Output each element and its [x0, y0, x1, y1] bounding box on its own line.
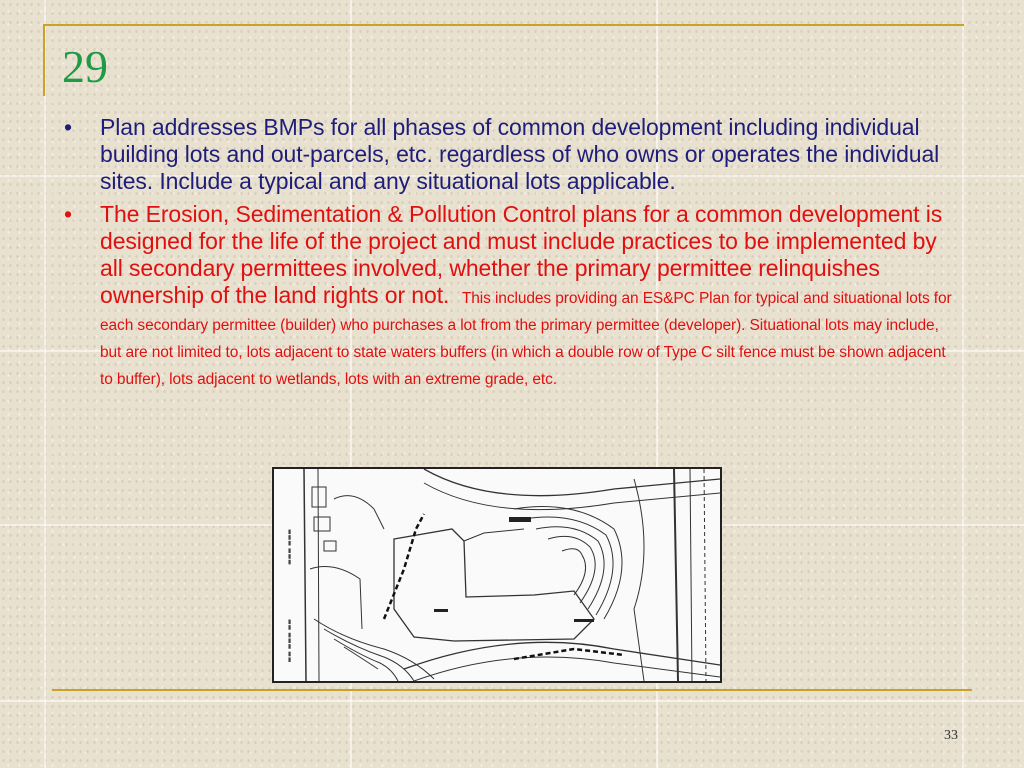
- bullet-marker: •: [64, 201, 73, 227]
- background-grid-line: [962, 0, 964, 768]
- bullet-marker: •: [64, 114, 73, 140]
- page-number: 33: [944, 728, 958, 743]
- bullet-text-small: This includes providing an ES&PC Plan for typical and situational lots for each secondary permittee (builder) who purchases a lot from the primary permittee (developer). Situational lots may include, but are not limited to, lots adjacent to state waters buffers (in which a double row of Type C silt fence must be shown adjacent to buffer), lots adjacent to wetlands, lots with an extreme grade, etc.: [100, 290, 952, 388]
- bullet-text: [100, 201, 962, 390]
- bullet-text-large: The Erosion, Sedimentation & Pollution Control plans for a common development is designed for the life of the project and must include practices to be implemented by all secondary permittees involved, whether the primary permittee relinquishes ownership of the land rights or not.: [100, 201, 943, 308]
- bullet-list: [62, 114, 962, 396]
- bullet-text: Plan addresses BMPs for all phases of common development including individual building lots and out-parcels, etc. regardless of who owns or operates the individual sites. Include a typical and any situational lots applicable.: [100, 114, 940, 194]
- background-grid-line: [44, 0, 46, 768]
- site-plan-drawing: [274, 469, 720, 681]
- bottom-rule: [52, 689, 972, 691]
- top-rule: [44, 24, 964, 26]
- bullet-item: [62, 201, 962, 390]
- bullet-item: [62, 114, 962, 195]
- svg-text:▬▬ ▬▬▬ ▬▬: ▬▬ ▬▬▬ ▬▬: [286, 619, 293, 663]
- svg-text:▬▬▬ ▬▬▬: ▬▬▬ ▬▬▬: [286, 529, 293, 565]
- site-plan-figure: [272, 467, 722, 683]
- background-grid-line: [0, 700, 1024, 702]
- slide-title: 29: [62, 41, 108, 92]
- left-rule: [43, 24, 45, 96]
